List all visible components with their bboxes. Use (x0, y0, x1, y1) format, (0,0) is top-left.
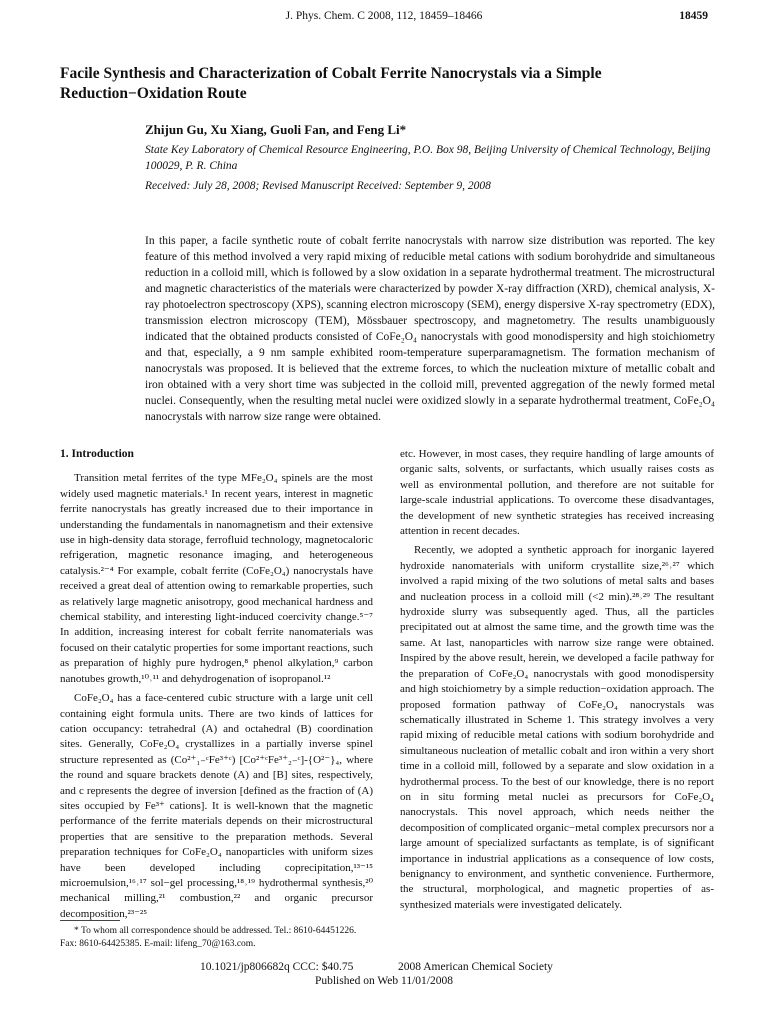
affiliation: State Key Laboratory of Chemical Resource Engineering, P.O. Box 98, Beijing University of Chemical Technology, Beijing 100029, P. R. China (145, 144, 711, 172)
abstract: In this paper, a facile synthetic route of cobalt ferrite nanocrystals with narrow size distribution was reported. The key feature of this method involved a very rapid mixing of reducible metal cations with sodium borohydride and simultaneous reduction in a colloid mill, which is followed by a slow oxidation in a separate hydrothermal treatment. The microstructural and magnetic characteristics of the materials were characterized by powder X-ray diffraction (XRD), chemical analysis, X-ray photoelectron spectroscopy (XPS), scanning electron microscopy (SEM), energy dispersive X-ray spectrometry (EDX), transmission electron microscopy (TEM), Mössbauer spectroscopy, and magnetometry. The results unambiguously indicated that the obtained products consisted of CoFe₂O₄ nanocrystals with good monodispersity and high stoichiometry and that, especially, a 9 nm sample exhibited room-temperature superparamagnetism. The formation mechanism of nanocrystals was proposed. It is believed that the extreme forces, to which the nucleation mixture of metallic cobalt and iron obtained with a very short time was subjected in the colloid mill, prevented aggregation of the newly formed metal nuclei. Consequently, when the resulting metal nuclei were oxidized slowly in a separate hydrothermal treatment, CoFe₂O₄ nanocrystals with narrow size range were obtained. (145, 235, 715, 423)
published-date: Published on Web 11/01/2008 (314, 975, 454, 987)
section-heading: 1. Introduction (60, 448, 134, 460)
footnote-divider (60, 920, 120, 921)
paragraph: etc. However, in most cases, they require handling of large amounts of organic salts, solvents, or surfactants, which usually raises costs as well as environmental pollution, and therefore are not suitable for large-scale industrial applications. To overcome these disadvantages, the development of new synthetic strategies has received increasing attention in recent decades. (400, 448, 714, 538)
paragraph: Transition metal ferrites of the type MFe₂O₄ spinels are the most widely used magnetic materials.¹ In recent years, interest in magnetic ferrite nanocrystals has greatly increased due to their importance in understanding the fundamentals in nanomagnetism and their extensive use in high-density data storage, ferrofluid technology, magnetocaloric refrigeration, magnetic resonance imaging, and heterogeneous catalysis.²⁻⁴ For example, cobalt ferrite (CoFe₂O₄) nanocrystals have received a great deal of attention owing to remarkable properties, such as relatively large magnetic anisotropy, good mechanical hardness and chemical stability, and interesting light-induced coercivity change.⁵⁻⁷ In addition, increasing interest for cobalt ferrite nanomaterials was focused on their catalytic properties for some important reactions, such as preparation of highly pure hydrogen,⁸ phenol alkylation,⁹ carbon nanotubes growth,¹⁰˒¹¹ and dehydrogenation of isopropanol.¹² (60, 472, 373, 685)
author-list: Zhijun Gu, Xu Xiang, Guoli Fan, and Feng Li* (145, 122, 407, 137)
copyright-line: 2008 American Chemical Society (398, 961, 553, 973)
page-number: 18459 (679, 10, 708, 22)
journal-citation: J. Phys. Chem. C 2008, 112, 18459–18466 (285, 10, 483, 22)
left-column (60, 447, 373, 926)
doi-line: 10.1021/jp806682q CCC: $40.75 (200, 961, 354, 973)
received-dates: Received: July 28, 2008; Revised Manuscript Received: September 9, 2008 (145, 180, 491, 192)
paragraph: CoFe₂O₄ has a face-centered cubic structure with a large unit cell containing eight formula units. There are two kinds of lattices for cation occupancy: tetrahedral (A) and octahedral (B) coordination sites. Generally, CoFe₂O₄ crystallizes in a partially inverse spinel structure represented as (Co²⁺₁₋ᶜFe³⁺ᶜ) [Co²⁺ᶜFe³⁺₂₋ᶜ]-{O²⁻}₄, where the round and square brackets denote (A) and [B] sites, respectively, and c represents the degree of inversion [defined as the fraction of (A) sites occupied by Fe³⁺ cations]. It is well-known that the magnetic performance of the ferrite materials depends on their microstructural properties that are sensitive to the preparation methods. Several preparation techniques for CoFe₂O₄ nanoparticles with uniform sizes have been developed including coprecipitation,¹³⁻¹⁵ microemulsion,¹⁶˒¹⁷ sol−gel processing,¹⁸˒¹⁹ hydrothermal synthesis,²⁰ mechanical milling,²¹ combustion,²² and organic precursor decomposition,²³⁻²⁵ (60, 692, 373, 920)
correspondence-footnote: * To whom all correspondence should be addressed. Tel.: 8610-64451226. Fax: 8610-64425385. E-mail: lifeng_70@163.com. (60, 926, 357, 949)
paragraph: Recently, we adopted a synthetic approach for inorganic layered hydroxide nanomaterials with uniform crystallite size,²⁶˒²⁷ which involved a rapid mixing of the two solutions of metal salts and bases and nucleation process in a colloid mill (<2 min).²⁸˒²⁹ The resultant hydroxide slurry was subsequently aged. Thus, all the particles precipitated out at almost the same time, and the growth time was the same. At last, nanoparticles with narrow size range were obtained. Inspired by the above result, herein, we developed a facile pathway for the preparation of CoFe₂O₄ nanocrystals with good monodispersity and high stoichiometry by a simple reduction−oxidation approach. The proposed formation pathway of CoFe₂O₄ nanocrystals was schematically illustrated in Scheme 1. This strategy involves a very rapid mixing of reducible metal cations with sodium borohydride and simultaneous nucleation of metallic cobalt and iron within a very short time in a colloid mill, followed by a separate and slow oxidation in a hydrothermal process. To the best of our knowledge, there is no report on in situ forming metal nuclei as precursors for CoFe₂O₄ nanocrystals. This novel approach, which needs neither the decomposition of complicated organic−metal complex precursors nor a large amount of specialized surfactants as template, is of significant importance in industrial applications as a consequence of low costs, benignancy to environment, and synthetic convenience. Furthermore, the structural, morphological, and magnetic properties of as-synthesized materials were investigated delicately. (400, 544, 714, 911)
article-title: Facile Synthesis and Characterization of Cobalt Ferrite Nanocrystals via a Simple Reduction−Oxidation Route (60, 65, 602, 102)
right-column (400, 447, 714, 917)
